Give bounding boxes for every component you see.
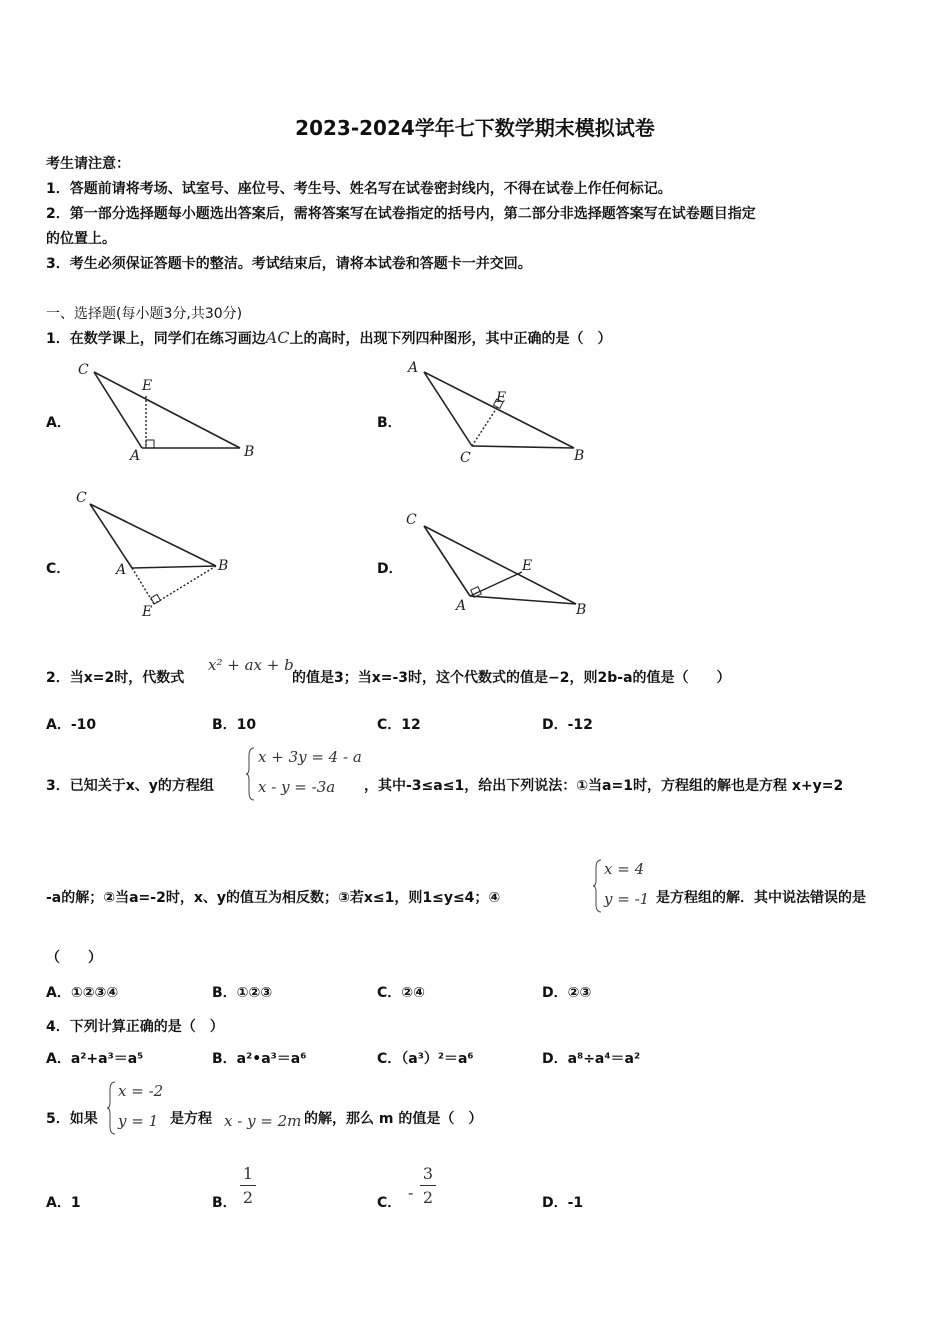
label-c: C xyxy=(76,490,87,506)
q5-equation: x - y = 2m xyxy=(224,1112,302,1130)
q3-sol2: y = -1 xyxy=(604,890,650,908)
q1-option-c[interactable]: C． xyxy=(46,561,71,577)
q1-option-d[interactable]: D． xyxy=(377,561,403,577)
q3-eq2: x - y = -3a xyxy=(258,778,336,796)
q5-eq2: y = 1 xyxy=(118,1112,159,1130)
q3-line2-suffix: 是方程组的解．其中说法错误的是 xyxy=(656,890,866,906)
fraction-numerator: 1 xyxy=(242,1164,254,1183)
notice-item: 1．答题前请将考场、试室号、座位号、考生号、姓名写在试卷密封线内，不得在试卷上作任何标记。 xyxy=(46,181,672,197)
label-b: B xyxy=(244,444,255,460)
fraction-denominator: 2 xyxy=(422,1188,434,1207)
label-c: C xyxy=(78,362,89,378)
fraction-numerator: 3 xyxy=(422,1164,434,1183)
fraction-denominator: 2 xyxy=(242,1188,254,1207)
q3-option-c[interactable]: C．②④ xyxy=(377,985,425,1001)
q4-option-c[interactable]: C．（a³）²＝a⁶ xyxy=(377,1051,474,1067)
label-e: E xyxy=(522,558,533,574)
q5-option-a[interactable]: A．1 xyxy=(46,1195,81,1211)
q1-option-a[interactable]: A． xyxy=(46,415,71,431)
q5-option-d[interactable]: D．-1 xyxy=(542,1195,584,1211)
label-a: A xyxy=(116,562,127,578)
question-1-stem xyxy=(46,328,612,348)
label-a: A xyxy=(130,448,141,464)
q4-option-d[interactable]: D．a⁸÷a⁴＝a² xyxy=(542,1051,641,1067)
q5-fraction-c xyxy=(420,1164,436,1207)
q3-answer-paren: （ ） xyxy=(46,950,102,966)
q5-option-b[interactable]: B． xyxy=(212,1195,237,1211)
q3-prefix: 3．已知关于x、y的方程组 xyxy=(46,778,214,794)
notice-item: 3．考生必须保证答题卡的整洁。考试结束后，请将本试卷和答题卡一并交回。 xyxy=(46,256,532,272)
q1-suffix: 上的高时，出现下列四种图形，其中正确的是（ ） xyxy=(289,331,612,347)
q1-math: AC xyxy=(265,328,290,347)
q4-stem: 4．下列计算正确的是（ ） xyxy=(46,1019,224,1035)
q1-figure-c xyxy=(70,488,270,620)
q5-brace xyxy=(107,1080,117,1136)
q4-option-a[interactable]: A．a²+a³＝a⁵ xyxy=(46,1051,144,1067)
q1-figure-a xyxy=(70,356,270,466)
q5-fraction-b xyxy=(240,1164,256,1207)
notice-item: 2．第一部分选择题每小题选出答案后，需将答案写在试卷指定的括号内，第二部分非选择题答案写在试卷题目指定 xyxy=(46,206,756,222)
label-e: E xyxy=(142,604,153,620)
label-b: B xyxy=(576,602,587,618)
q3-option-b[interactable]: B．①②③ xyxy=(212,985,273,1001)
label-e: E xyxy=(142,378,153,394)
q5-mid: 是方程 xyxy=(170,1111,212,1127)
label-b: B xyxy=(574,448,585,464)
notice-heading: 考生请注意： xyxy=(46,156,130,172)
label-a: A xyxy=(456,598,467,614)
q1-figure-d xyxy=(400,506,600,618)
q5-eq1: x = -2 xyxy=(118,1082,164,1100)
q3-sol1: x = 4 xyxy=(604,860,645,878)
q1-option-b[interactable]: B． xyxy=(377,415,402,431)
q2-prefix: 2．当x=2时，代数式 xyxy=(46,670,185,686)
q2-option-d[interactable]: D．-12 xyxy=(542,717,593,733)
q5-prefix: 5．如果 xyxy=(46,1111,98,1127)
q3-brace xyxy=(246,746,256,802)
q1-prefix: 1．在数学课上，同学们在练习画边 xyxy=(46,331,266,347)
q2-expression: x² + ax + b xyxy=(208,656,294,674)
label-e: E xyxy=(496,390,507,406)
q3-solution-brace xyxy=(593,858,603,914)
q3-line1-suffix: ，其中-3≤a≤1，给出下列说法：①当a=1时，方程组的解也是方程 x+y=2 xyxy=(364,778,844,794)
q3-eq1: x + 3y = 4 - a xyxy=(258,748,362,766)
q5-c-sign: - xyxy=(408,1183,414,1202)
page-title: 2023-2024学年七下数学期末模拟试卷 xyxy=(295,116,655,140)
q1-figure-b xyxy=(400,356,600,466)
q3-option-a[interactable]: A．①②③④ xyxy=(46,985,119,1001)
q2-option-b[interactable]: B．10 xyxy=(212,717,257,733)
notice-item: 的位置上。 xyxy=(46,231,116,247)
q2-option-c[interactable]: C．12 xyxy=(377,717,421,733)
q5-suffix: 的解，那么 m 的值是（ ） xyxy=(304,1111,483,1127)
label-c: C xyxy=(406,512,417,528)
section-heading: 一、选择题(每小题3分,共30分) xyxy=(46,306,243,322)
q4-option-b[interactable]: B．a²•a³＝a⁶ xyxy=(212,1051,307,1067)
q2-option-a[interactable]: A．-10 xyxy=(46,717,97,733)
q5-option-c[interactable]: C． xyxy=(377,1195,402,1211)
label-c: C xyxy=(460,450,471,466)
label-b: B xyxy=(218,558,229,574)
q3-option-d[interactable]: D．②③ xyxy=(542,985,592,1001)
q2-suffix: 的值是3；当x=-3时，这个代数式的值是−2，则2b-a的值是（ ） xyxy=(292,670,731,686)
label-a: A xyxy=(408,360,419,376)
q3-line2-prefix: -a的解；②当a=-2时，x、y的值互为相反数；③若x≤1，则1≤y≤4；④ xyxy=(46,890,501,906)
